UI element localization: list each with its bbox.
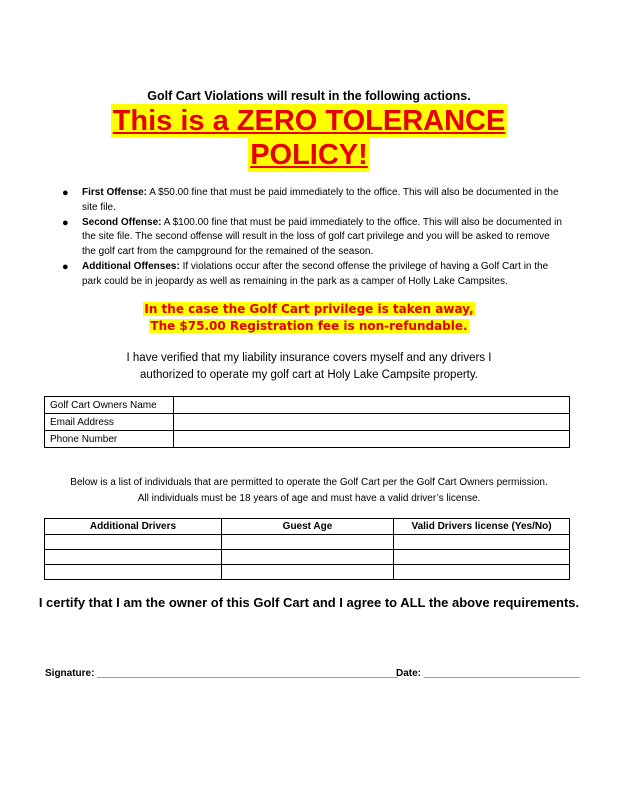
signature-label: Signature: — [45, 668, 95, 679]
date-blank[interactable]: ____________________________ — [423, 668, 580, 679]
zero-tolerance-banner — [0, 104, 618, 172]
insurance-verification — [0, 350, 618, 384]
phone-field[interactable] — [174, 431, 570, 448]
owner-name-field[interactable] — [174, 397, 570, 414]
verification-line-1: I have verified that my liability insurance covers myself and any drivers I — [126, 352, 492, 364]
privilege-notice-line-1: In the case the Golf Cart privilege is taken away, — [144, 302, 474, 316]
certification-statement: I certify that I am the owner of this Golf Cart and I agree to ALL the above requirements. — [38, 595, 580, 610]
verification-line-2: authorized to operate my golf cart at Holy Lake Campsite property. — [140, 369, 478, 381]
table-row — [45, 397, 570, 414]
driver-name-cell[interactable] — [45, 535, 222, 550]
drivers-intro — [0, 475, 618, 507]
additional-drivers-table — [44, 518, 570, 580]
offense-label: Additional Offenses: — [82, 260, 180, 272]
guest-age-cell[interactable] — [222, 565, 394, 580]
guest-age-cell[interactable] — [222, 550, 394, 565]
signature-blank[interactable]: ______________________________________________________ — [97, 668, 398, 679]
offense-text: A $50.00 fine that must be paid immediately to the office. This will also be documented in the site file. — [82, 187, 559, 213]
offense-text: If violations occur after the second offense the privilege of having a Golf Cart in the park could be in jeopardy as well as remaining in the park as a camper of Holly Lake Campsites. — [82, 260, 549, 287]
column-header-guest-age: Guest Age — [222, 519, 394, 535]
owner-info-table — [44, 396, 570, 448]
driver-name-cell[interactable] — [45, 565, 222, 580]
table-row — [45, 565, 570, 580]
table-header-row — [45, 519, 570, 535]
phone-label: Phone Number — [45, 431, 174, 448]
column-header-additional-drivers: Additional Drivers — [45, 519, 222, 535]
intro-heading: Golf Cart Violations will result in the following actions. — [147, 89, 471, 103]
column-header-valid-license: Valid Drivers license (Yes/No) — [394, 519, 570, 535]
table-row — [45, 414, 570, 431]
license-cell[interactable] — [394, 550, 570, 565]
table-row — [45, 550, 570, 565]
offense-text: A $100.00 fine that must be paid immediately to the office. This will also be documented in the site file. The second offense will result in the loss of golf cart privilege and you will be asked to remove the golf cart from the campground for the remained of the season. — [82, 216, 562, 258]
license-cell[interactable] — [394, 535, 570, 550]
email-label: Email Address — [45, 414, 174, 431]
drivers-intro-line-2: All individuals must be 18 years of age and must have a valid driver’s license. — [137, 493, 481, 504]
email-field[interactable] — [174, 414, 570, 431]
bullet-icon: ● — [62, 260, 69, 273]
zero-tolerance-line-2: POLICY! — [250, 139, 368, 171]
license-cell[interactable] — [394, 565, 570, 580]
signature-line[interactable] — [45, 668, 398, 679]
privilege-notice — [0, 301, 618, 335]
bullet-icon: ● — [62, 187, 69, 199]
date-line[interactable] — [396, 668, 580, 679]
table-row — [45, 431, 570, 448]
offense-item-second — [48, 216, 564, 260]
date-label: Date: — [396, 668, 422, 679]
owner-name-label: Golf Cart Owners Name — [45, 397, 174, 414]
driver-name-cell[interactable] — [45, 550, 222, 565]
offense-label: Second Offense: — [82, 216, 162, 228]
privilege-notice-line-2: The $75.00 Registration fee is non-refundable. — [150, 319, 468, 333]
table-row — [45, 535, 570, 550]
drivers-intro-line-1: Below is a list of individuals that are permitted to operate the Golf Cart per the Golf Cart Owners permission. — [70, 477, 548, 488]
bullet-icon: ● — [62, 216, 69, 229]
offense-item-additional — [48, 260, 564, 290]
offense-item-first — [48, 186, 564, 216]
zero-tolerance-line-1: This is a ZERO TOLERANCE — [112, 105, 506, 137]
offense-list — [48, 186, 564, 290]
offense-label: First Offense: — [82, 187, 148, 198]
guest-age-cell[interactable] — [222, 535, 394, 550]
